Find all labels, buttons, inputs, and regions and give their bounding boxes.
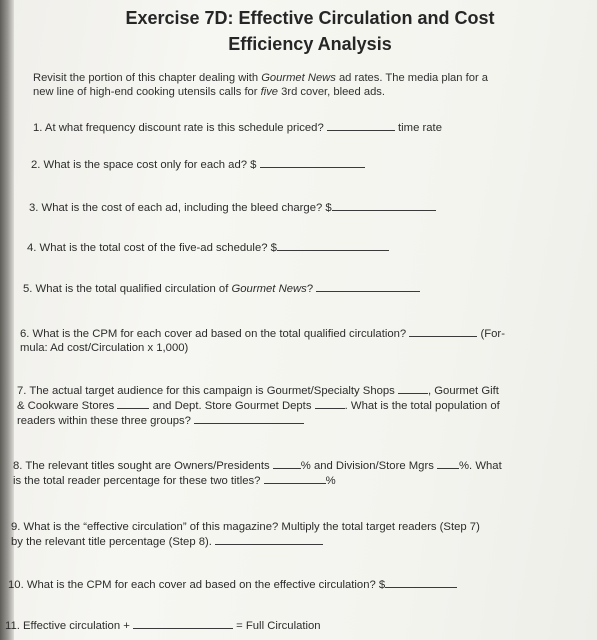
answer-blank-7d[interactable] bbox=[194, 413, 304, 424]
answer-blank-7c[interactable] bbox=[315, 398, 345, 409]
question-1: 1. At what frequency discount rate is this schedule priced? time rate bbox=[33, 122, 442, 134]
answer-blank-5[interactable] bbox=[316, 281, 420, 292]
page-title: Exercise 7D: Effective Circulation and Cost bbox=[125, 8, 495, 28]
answer-blank-8a[interactable] bbox=[273, 458, 301, 469]
publication-name: Gourmet News bbox=[231, 283, 307, 295]
answer-blank-7a[interactable] bbox=[398, 383, 428, 394]
answer-blank-1[interactable] bbox=[327, 120, 395, 131]
answer-blank-10[interactable] bbox=[385, 577, 457, 588]
answer-blank-2[interactable] bbox=[260, 157, 365, 168]
page-title-line2: Efficiency Analysis bbox=[228, 34, 392, 54]
question-8: 8. The relevant titles sought are Owners/Presidents % and Division/Store Mgrs %. What is the total reader percentage for these two titles? % bbox=[13, 460, 502, 487]
question-4: 4. What is the total cost of the five-ad schedule? $ bbox=[27, 240, 389, 255]
emphasis-five: five bbox=[260, 86, 279, 98]
answer-blank-8c[interactable] bbox=[264, 473, 326, 484]
answer-blank-4[interactable] bbox=[277, 240, 389, 251]
question-7: 7. The actual target audience for this campaign is Gourmet/Specialty Shops , Gourmet Gift & Cookware Stores and Dept. Store Gourmet Depts . What is the total population of readers within these three groups? bbox=[17, 385, 500, 427]
answer-blank-9[interactable] bbox=[215, 534, 323, 545]
question-2: 2. What is the space cost only for each ad? $ bbox=[31, 157, 365, 172]
answer-blank-3[interactable] bbox=[332, 200, 436, 211]
question-6: 6. What is the CPM for each cover ad based on the total qualified circulation? (For- mula: Ad cost/Circulation x 1,000) bbox=[20, 328, 505, 354]
answer-blank-7b[interactable] bbox=[117, 398, 149, 409]
answer-blank-6[interactable] bbox=[409, 326, 477, 337]
question-3: 3. What is the cost of each ad, including the bleed charge? $ bbox=[29, 200, 436, 215]
question-5: 5. What is the total qualified circulation of Gourmet News? bbox=[23, 281, 420, 296]
answer-blank-8b[interactable] bbox=[437, 458, 459, 469]
question-9: 9. What is the “effective circulation” of this magazine? Multiply the total target readers (Step 7) by the relevant title percentage (Step 8). bbox=[11, 521, 480, 548]
question-10: 10. What is the CPM for each cover ad based on the effective circulation? $ bbox=[8, 577, 457, 592]
intro-paragraph: Revisit the portion of this chapter dealing with Gourmet News ad rates. The media plan for a new line of high-end cooking utensils calls for five 3rd cover, bleed ads. bbox=[33, 72, 489, 98]
question-11: 11. Effective circulation + = Full Circulation bbox=[5, 620, 321, 632]
publication-name: Gourmet News bbox=[261, 72, 336, 84]
answer-blank-11[interactable] bbox=[133, 618, 233, 629]
